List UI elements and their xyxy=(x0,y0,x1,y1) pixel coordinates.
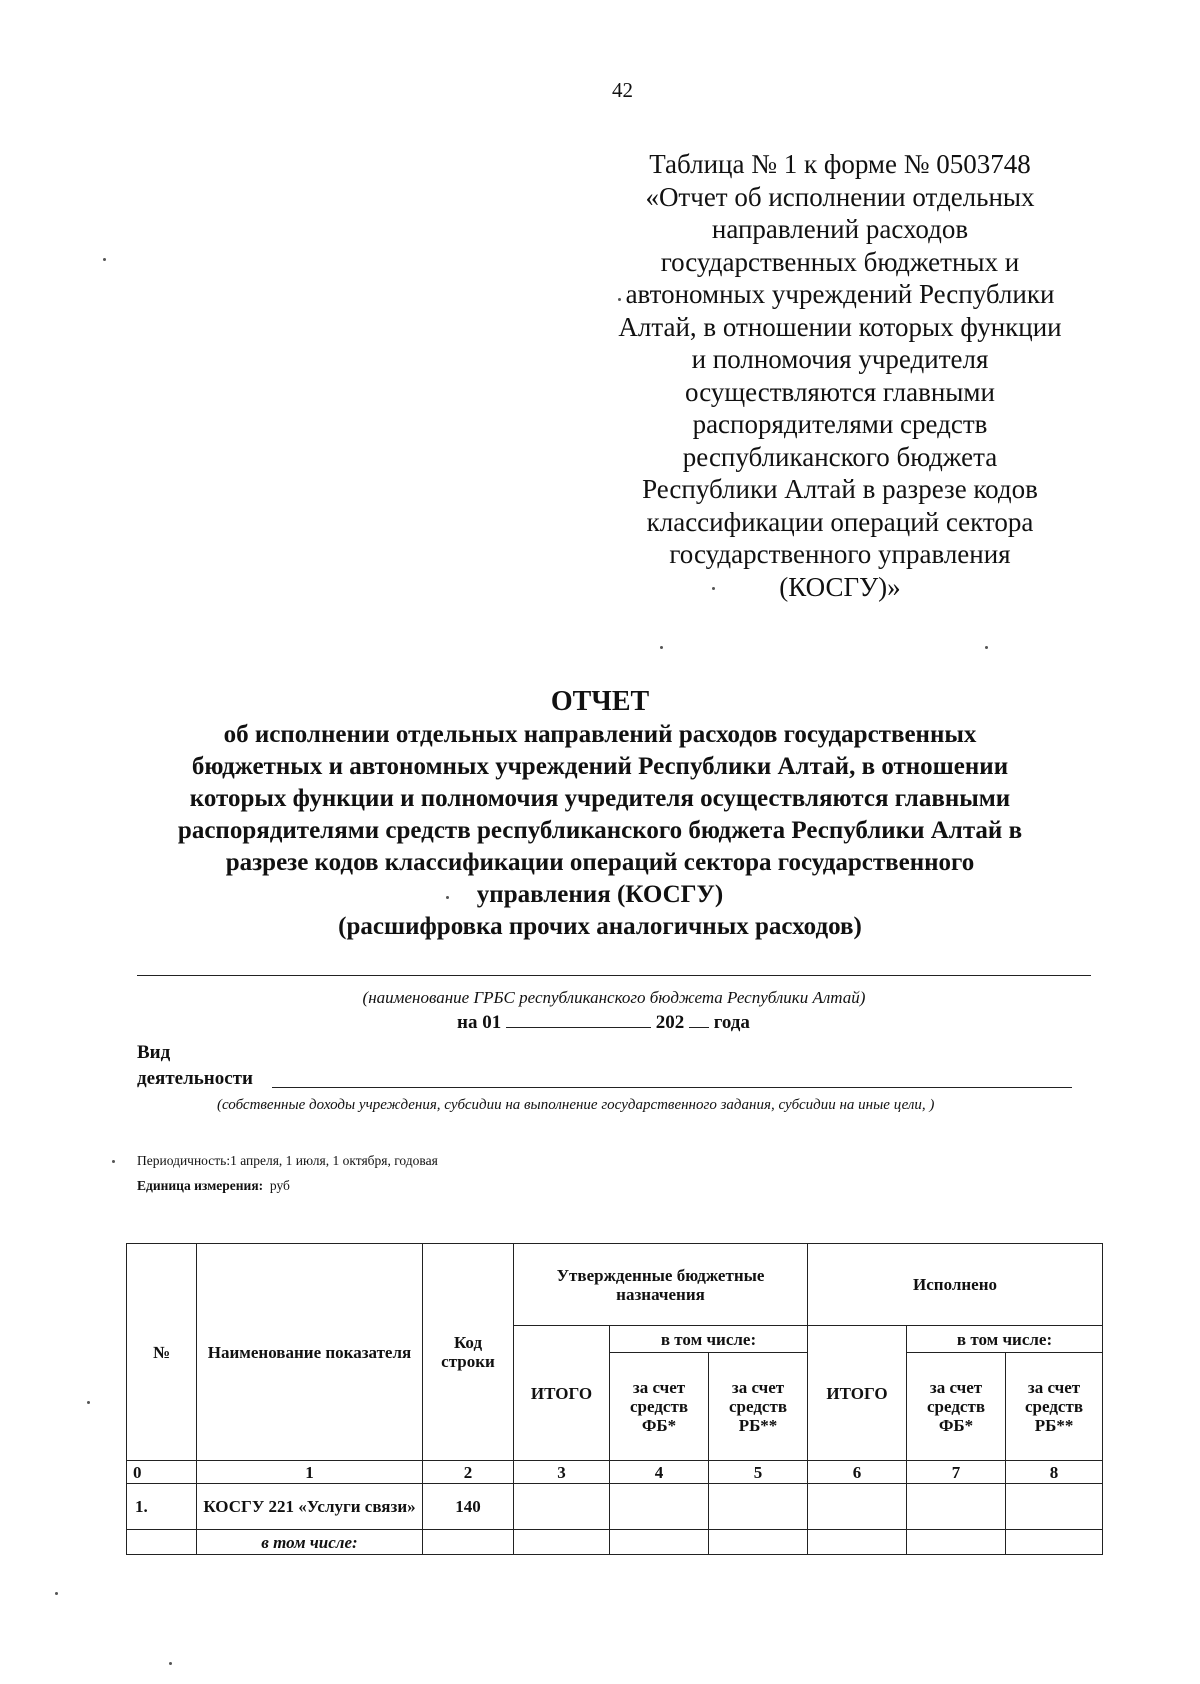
year-blank xyxy=(689,1012,709,1028)
report-title-line: которых функции и полномочия учредителя осуществляются главными xyxy=(189,785,1011,812)
table-row xyxy=(127,1484,1103,1530)
appendix-line: «Отчет об исполнении отдельных xyxy=(645,181,1035,212)
row-name: в том числе: xyxy=(197,1530,423,1555)
appendix-line: государственных бюджетных и xyxy=(660,246,1020,277)
date-year: 202 xyxy=(655,1012,685,1033)
periodicity: Периодичность:1 апреля, 1 июля, 1 октября, годовая xyxy=(137,1153,438,1168)
scan-speck xyxy=(660,646,663,649)
report-title-line: бюджетных и автономных учреждений Республики Алтай, в отношении xyxy=(191,753,1009,780)
scan-speck xyxy=(618,298,621,301)
column-number: 1 xyxy=(197,1461,423,1484)
appendix-line: распорядителями средств xyxy=(692,409,988,439)
column-number: 7 xyxy=(907,1461,1006,1484)
report-title-line: распорядителями средств республиканского бюджета Республики Алтай в xyxy=(177,817,1023,844)
column-number: 3 xyxy=(514,1461,610,1484)
row-value xyxy=(808,1484,907,1530)
unit-of-measure xyxy=(137,1178,290,1194)
activity-label: Вид xyxy=(137,1042,171,1063)
appendix-header xyxy=(580,148,1100,603)
header-approved-rb: за счет средств РБ** xyxy=(709,1353,808,1461)
activity-line xyxy=(272,1087,1072,1088)
activity-label: деятельности xyxy=(137,1068,253,1089)
row-value xyxy=(709,1484,808,1530)
report-subtitle: (расшифровка прочих аналогичных расходов) xyxy=(338,913,862,940)
row-value xyxy=(907,1530,1006,1555)
row-value xyxy=(808,1530,907,1555)
report-title-line: разрезе кодов классификации операций сектора государственного xyxy=(225,849,975,876)
appendix-line: (КОСГУ)» xyxy=(779,571,901,602)
scan-speck xyxy=(169,1662,172,1665)
header-executed-including: в том числе: xyxy=(907,1326,1103,1353)
row-value xyxy=(1006,1530,1103,1555)
header-code: Код строки xyxy=(423,1244,514,1461)
appendix-line: и полномочия учредителя xyxy=(691,344,989,374)
activity-caption: (собственные доходы учреждения, субсидии на выполнение государственного задания, субсидии на иные цели, ) xyxy=(217,1097,935,1113)
column-number: 2 xyxy=(423,1461,514,1484)
column-number: 0 xyxy=(127,1461,197,1484)
row-value xyxy=(1006,1484,1103,1530)
column-number: 6 xyxy=(808,1461,907,1484)
appendix-line: осуществляются главными xyxy=(685,376,995,407)
header-executed-total: ИТОГО xyxy=(808,1326,907,1461)
row-value xyxy=(709,1530,808,1555)
row-value xyxy=(610,1484,709,1530)
scan-speck xyxy=(103,258,106,261)
grbs-caption: (наименование ГРБС республиканского бюджета Республики Алтай) xyxy=(362,988,866,1007)
report-title: ОТЧЕТ xyxy=(550,686,650,717)
scan-speck xyxy=(112,1160,115,1163)
row-value xyxy=(610,1530,709,1555)
appendix-line: Алтай, в отношении которых функции xyxy=(618,311,1062,342)
scan-speck xyxy=(55,1592,58,1595)
header-approved-fb: за счет средств ФБ* xyxy=(610,1353,709,1461)
row-num xyxy=(127,1530,197,1555)
scan-speck xyxy=(985,646,988,649)
row-code xyxy=(423,1530,514,1555)
report-table xyxy=(126,1243,1103,1555)
header-num: № xyxy=(127,1244,197,1461)
row-name: КОСГУ 221 «Услуги связи» xyxy=(197,1484,423,1530)
appendix-line: Республики Алтай в разрезе кодов xyxy=(642,474,1038,504)
header-approved-including: в том числе: xyxy=(610,1326,808,1353)
unit-label: Единица измерения: xyxy=(137,1178,264,1193)
row-value xyxy=(907,1484,1006,1530)
row-value xyxy=(514,1484,610,1530)
header-executed-rb: за счет средств РБ** xyxy=(1006,1353,1103,1461)
column-number: 5 xyxy=(709,1461,808,1484)
appendix-line: государственного управления xyxy=(669,539,1011,569)
row-value xyxy=(514,1530,610,1555)
appendix-line: классификации операций сектора xyxy=(646,506,1034,537)
header-executed: Исполнено xyxy=(808,1244,1103,1326)
scan-speck xyxy=(712,587,715,590)
appendix-line: автономных учреждений Республики xyxy=(625,279,1055,309)
header-approved: Утвержденные бюджетные назначения xyxy=(514,1244,808,1326)
report-title-line: об исполнении отдельных направлений расходов государственных xyxy=(223,721,977,748)
column-number-row xyxy=(127,1461,1103,1484)
unit-value: руб xyxy=(269,1178,290,1193)
appendix-line: Таблица № 1 к форме № 0503748 xyxy=(649,149,1031,179)
report-heading xyxy=(0,685,1200,943)
header-name: Наименование показателя xyxy=(197,1244,423,1461)
date-prefix: на 01 xyxy=(457,1012,502,1033)
grbs-name-line xyxy=(137,975,1091,976)
report-title-line: управления (КОСГУ) xyxy=(476,881,724,908)
date-blank xyxy=(506,1012,651,1028)
column-number: 8 xyxy=(1006,1461,1103,1484)
header-executed-fb: за счет средств ФБ* xyxy=(907,1353,1006,1461)
scan-speck xyxy=(446,896,449,899)
appendix-line: республиканского бюджета xyxy=(682,441,998,472)
header-approved-total: ИТОГО xyxy=(514,1326,610,1461)
date-suffix: года xyxy=(713,1012,750,1033)
report-date-line xyxy=(457,1012,750,1034)
page-number: 42 xyxy=(612,78,633,102)
column-number: 4 xyxy=(610,1461,709,1484)
appendix-line: направлений расходов xyxy=(711,214,969,244)
row-code: 140 xyxy=(423,1484,514,1530)
table-row xyxy=(127,1530,1103,1555)
row-num: 1. xyxy=(127,1484,197,1530)
scan-speck xyxy=(87,1401,90,1404)
